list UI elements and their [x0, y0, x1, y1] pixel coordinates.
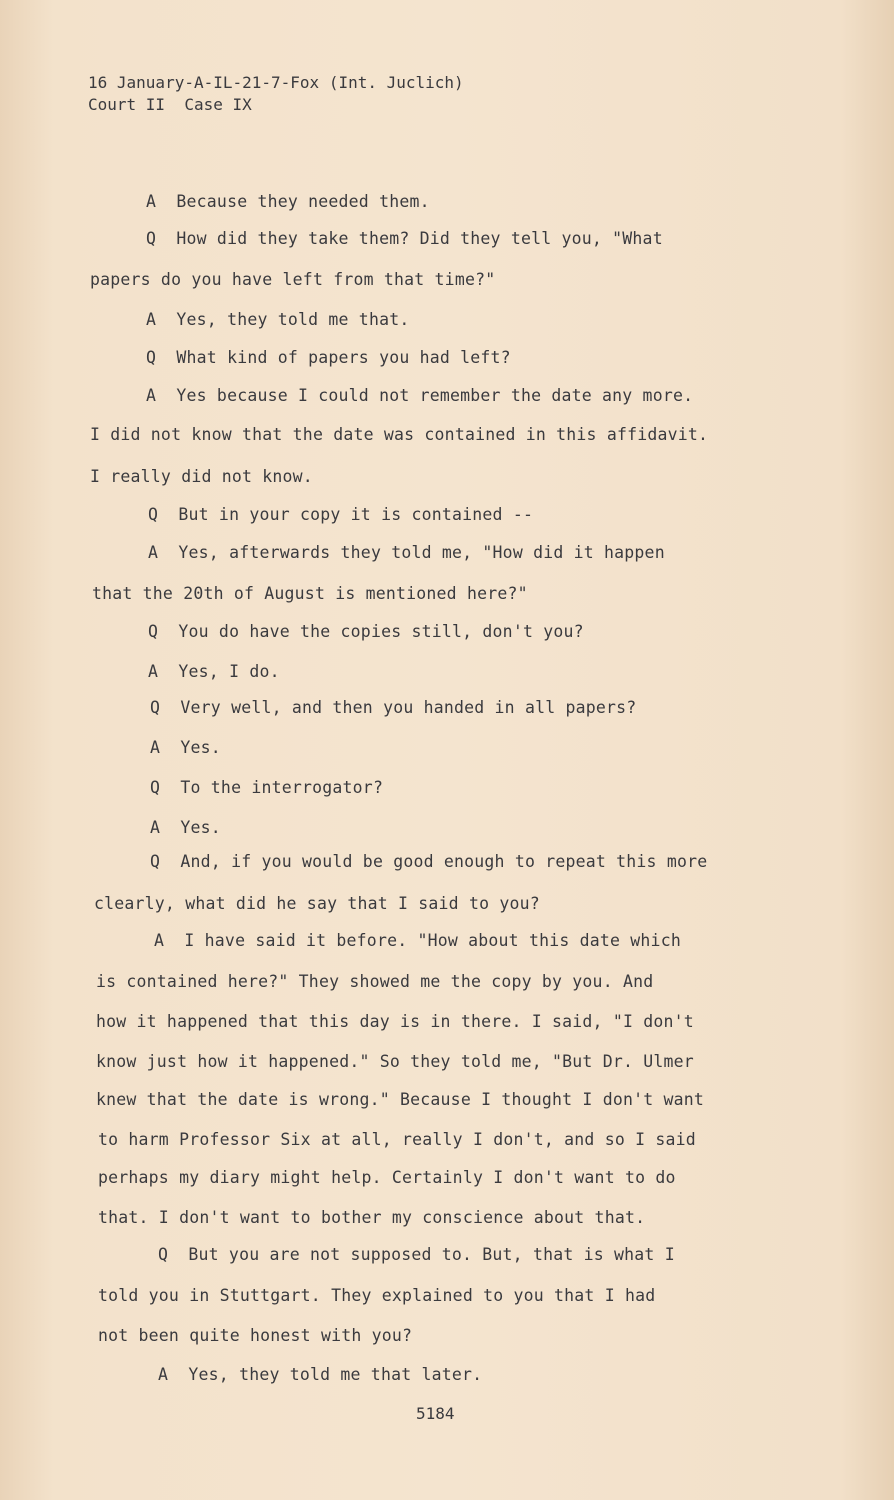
transcript-line: papers do you have left from that time?" — [90, 270, 496, 289]
transcript-line: Q And, if you would be good enough to repeat this more — [150, 852, 708, 871]
transcript-line: perhaps my diary might help. Certainly I don't want to do — [98, 1168, 676, 1187]
transcript-line: not been quite honest with you? — [98, 1326, 413, 1345]
page-number: 5184 — [416, 1404, 455, 1423]
transcript-line: that. I don't want to bother my conscience about that. — [98, 1208, 646, 1227]
transcript-line: know just how it happened." So they told me, "But Dr. Ulmer — [96, 1052, 694, 1071]
transcript-line: is contained here?" They showed me the copy by you. And — [96, 972, 654, 991]
transcript-line: A Yes, they told me that later. — [158, 1365, 483, 1384]
transcript-line: Q What kind of papers you had left? — [146, 348, 511, 367]
transcript-line: A Yes, they told me that. — [146, 310, 410, 329]
transcript-line: Q But in your copy it is contained -- — [148, 505, 534, 524]
transcript-line: that the 20th of August is mentioned here?" — [92, 584, 528, 603]
transcript-line: A I have said it before. "How about this date which — [154, 931, 681, 950]
transcript-line: Q How did they take them? Did they tell you, "What — [146, 229, 663, 248]
transcript-line: clearly, what did he say that I said to you? — [94, 894, 540, 913]
transcript-line: how it happened that this day is in there. I said, "I don't — [96, 1012, 694, 1031]
transcript-line: told you in Stuttgart. They explained to you that I had — [98, 1286, 656, 1305]
document-header — [88, 72, 464, 116]
transcript-line: I did not know that the date was contained in this affidavit. — [90, 425, 709, 444]
transcript-line: Q You do have the copies still, don't you? — [148, 622, 584, 641]
transcript-line: A Yes, afterwards they told me, "How did it happen — [148, 543, 665, 562]
transcript-line: Q But you are not supposed to. But, that is what I — [158, 1245, 675, 1264]
transcript-line: A Because they needed them. — [146, 192, 430, 211]
transcript-line: to harm Professor Six at all, really I don't, and so I said — [98, 1130, 696, 1149]
transcript-line: A Yes. — [150, 818, 221, 837]
transcript-line: A Yes because I could not remember the date any more. — [146, 386, 694, 405]
header-line-2: Court II Case IX — [88, 95, 252, 114]
transcript-line: A Yes. — [150, 738, 221, 757]
transcript-line: I really did not know. — [90, 467, 313, 486]
transcript-line: A Yes, I do. — [148, 662, 280, 681]
transcript-line: Q To the interrogator? — [150, 778, 384, 797]
header-line-1: 16 January-A-IL-21-7-Fox (Int. Juclich) — [88, 73, 464, 92]
transcript-line: knew that the date is wrong." Because I thought I don't want — [96, 1090, 705, 1109]
transcript-line: Q Very well, and then you handed in all papers? — [150, 698, 637, 717]
